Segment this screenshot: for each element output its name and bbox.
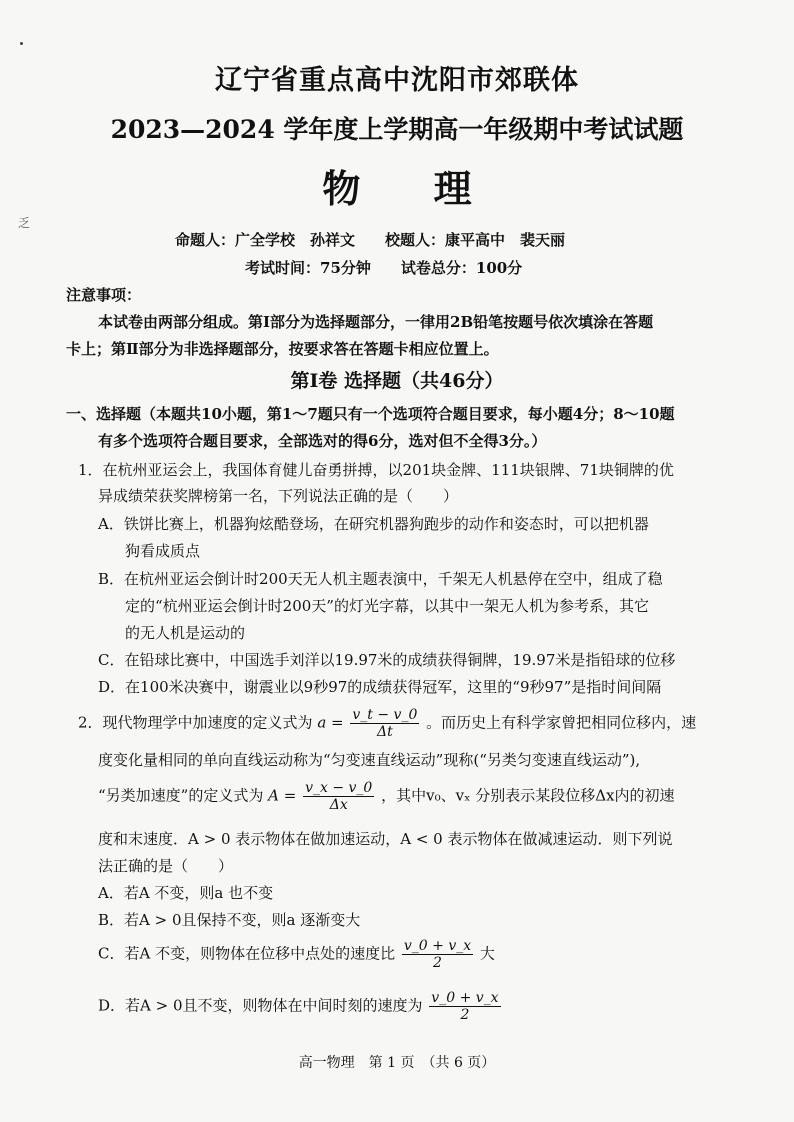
q2-option-d-fraction <box>429 990 500 1023</box>
q1-option-b-line2: 定的“杭州亚运会倒计时200天”的灯光字幕，以其中一架无人机为参考系，其它 <box>125 597 649 615</box>
q2-option-d-numerator: v_0 + v_x <box>431 990 499 1006</box>
exam-title-line1: 辽宁省重点高中沈阳市郊联体 <box>215 65 579 96</box>
q2-option-c-denominator: 2 <box>433 955 442 971</box>
q2-accel-denominator: Δt <box>377 724 393 740</box>
subject-title: 物 理 <box>322 166 502 211</box>
section-instruction-line1: 一、选择题（本题共10小题，第1～7题只有一个选项符合题目要求，每小题4分；8～10题 <box>66 405 675 423</box>
q2-line2: 度变化量相同的单向直线运动称为“匀变速直线运动”现称(“另类匀变速直线运动”), <box>98 751 641 769</box>
author-line: 命题人：广全学校 孙祥文 校题人：康平高中 裴天丽 <box>175 231 566 249</box>
q2-line5: 法正确的是（ ） <box>98 857 234 875</box>
q2-line4: 度和末速度．A > 0 表示物体在做加速运动，A < 0 表示物体在做减速运动．则下列说 <box>98 830 673 848</box>
q2-alt-accel-numerator: v_x − v_0 <box>305 780 373 796</box>
q1-stem-line1: 1．在杭州亚运会上，我国体育健儿奋勇拼搏，以201块金牌、111块银牌、71块铜牌的优 <box>78 461 674 479</box>
time-line: 考试时间：75分钟 试卷总分：100分 <box>245 259 523 277</box>
q1-option-b-line3: 的无人机是运动的 <box>125 624 246 642</box>
q2-line3-prefix: “另类加速度”的定义式为 <box>98 786 264 805</box>
section-instruction-line2: 有多个选项符合题目要求，全部选对的得6分，选对但不全得3分。） <box>98 432 547 450</box>
q2-accel-numerator: v_t − v_0 <box>352 707 418 723</box>
q1-option-a-line1: A．铁饼比赛上，机器狗炫酷登场，在研究机器狗跑步的动作和姿态时，可以把机器 <box>98 515 649 533</box>
q2-accel-fraction <box>350 707 419 740</box>
notice-line2: 卡上；第Ⅱ部分为非选择题部分，按要求答在答题卡相应位置上。 <box>66 340 499 358</box>
notice-heading: 注意事项： <box>66 286 142 304</box>
q2-option-c <box>98 938 495 971</box>
q2-alt-accel-fraction <box>303 780 374 813</box>
q2-option-d <box>98 990 503 1023</box>
q2-line1-suffix: 。而历史上有科学家曾把相同位移内，速 <box>426 713 697 732</box>
q2-alt-accel-denominator: Δx <box>329 797 348 813</box>
q2-alt-accel-symbol: A = <box>268 786 297 805</box>
q2-line3-suffix: ，其中v₀、vₓ 分别表示某段位移Δx内的初速 <box>381 786 675 805</box>
q2-line1-prefix: 2．现代物理学中加速度的定义式为 <box>78 713 313 732</box>
q2-option-c-prefix: C．若A 不变，则物体在位移中点处的速度比 <box>98 944 396 963</box>
q2-option-d-prefix: D．若A > 0且不变，则物体在中间时刻的速度为 <box>98 996 423 1015</box>
q2-accel-symbol: a = <box>317 713 344 732</box>
q2-option-c-fraction <box>402 938 473 971</box>
q1-option-c: C．在铅球比赛中，中国选手刘洋以19.97米的成绩获得铜牌，19.97米是指铅球的位移 <box>98 651 676 669</box>
exam-title-line2: 2023—2024 学年度上学期高一年级期中考试试题 <box>110 115 684 144</box>
q2-line1 <box>78 707 696 740</box>
q2-option-b: B．若A > 0且保持不变，则a 逐渐变大 <box>98 911 361 929</box>
scan-speck <box>20 42 23 45</box>
notice-line1: 本试卷由两部分组成。第Ⅰ部分为选择题部分，一律用2B铅笔按题号依次填涂在答题 <box>98 313 654 331</box>
edge-mark: 乏 <box>18 216 31 230</box>
q2-option-d-denominator: 2 <box>460 1007 470 1023</box>
q2-option-c-numerator: v_0 + v_x <box>403 938 472 954</box>
q1-option-a-line2: 狗看成质点 <box>125 542 201 560</box>
q1-option-b-line1: B．在杭州亚运会倒计时200天无人机主题表演中，千架无人机悬停在空中，组成了稳 <box>98 570 663 588</box>
page-footer: 高一物理 第 1 页 （共 6 页） <box>298 1055 496 1071</box>
q1-option-d: D．在100米决赛中，谢震业以9秒97的成绩获得冠军，这里的“9秒97”是指时间间隔 <box>98 678 662 696</box>
q2-line3 <box>98 780 675 813</box>
section-title: 第Ⅰ卷 选择题（共46分） <box>290 370 504 392</box>
q1-stem-line2: 异成绩荣获奖牌榜第一名，下列说法正确的是（ ） <box>98 487 459 505</box>
q2-option-c-suffix: 大 <box>479 944 495 963</box>
q2-option-a: A．若A 不变，则a 也不变 <box>98 884 274 902</box>
